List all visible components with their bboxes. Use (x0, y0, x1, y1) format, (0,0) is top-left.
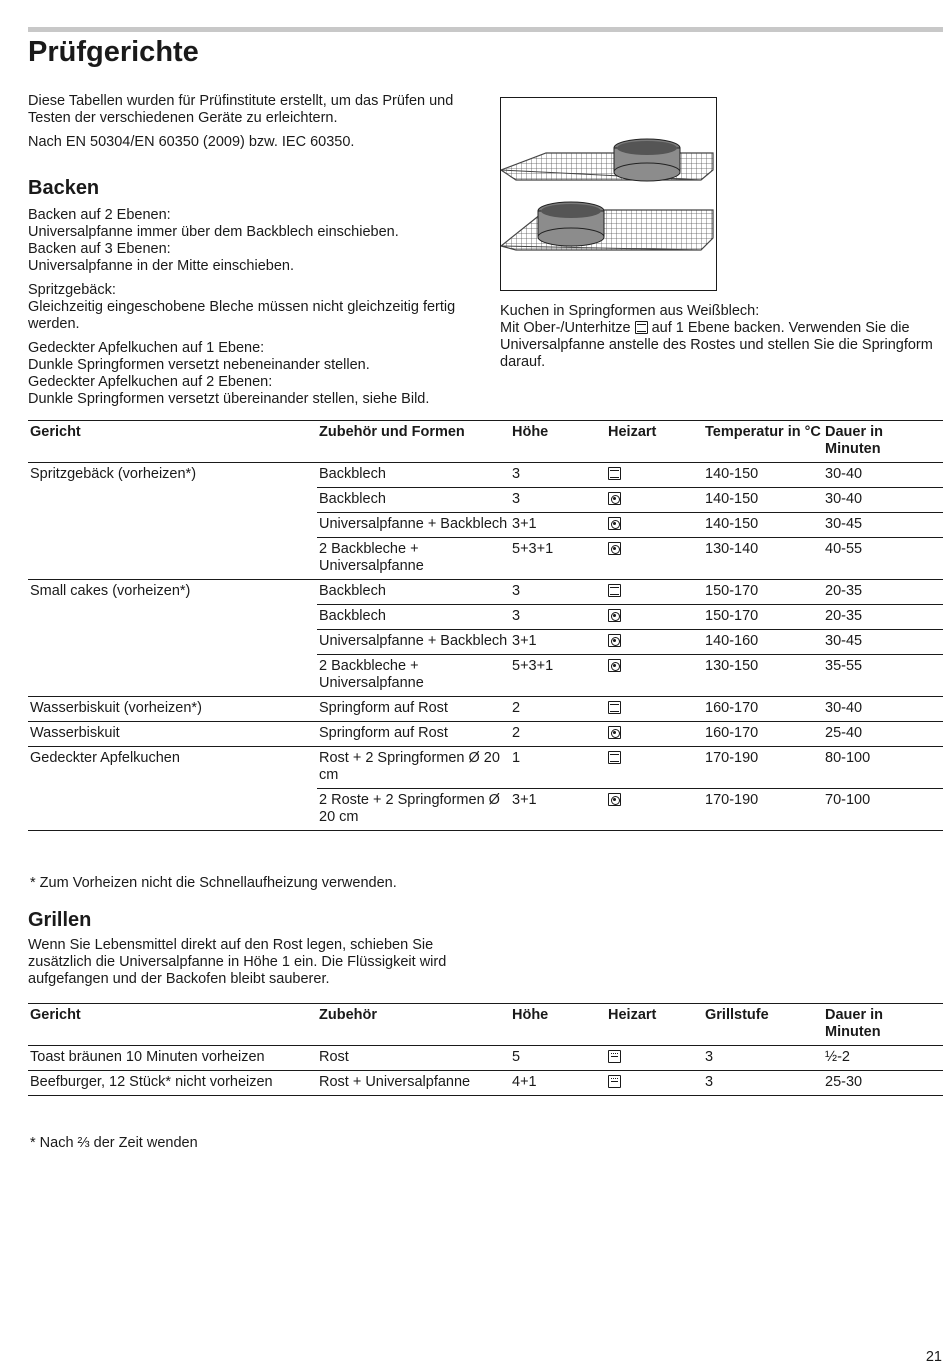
table-row (28, 789, 943, 831)
grill-icon (608, 1075, 621, 1088)
page-title: Prüfgerichte (28, 36, 199, 68)
top-bottom-heat-icon (608, 584, 621, 597)
hot-air-icon (608, 793, 621, 806)
level-cell: 5 (510, 1046, 606, 1071)
time-cell: ½-2 (823, 1046, 943, 1071)
section-heading-grillen: Grillen (28, 909, 92, 931)
acc-cell: Universalpfanne + Backblech (317, 630, 510, 655)
dish-cell: Beefburger, 12 Stück* nicht vorheizen (28, 1071, 317, 1096)
temp-cell: 160-170 (703, 697, 823, 722)
table-row (28, 513, 943, 538)
col-header-hoehe: Höhe (510, 421, 606, 463)
heizart-cell (606, 580, 703, 605)
dish-cell (28, 538, 317, 580)
col-header-heizart: Heizart (606, 421, 703, 463)
table-row (28, 538, 943, 580)
heizart-cell (606, 463, 703, 488)
level-cell: 3 (510, 580, 606, 605)
backen-paragraph-1: Backen auf 2 Ebenen: Universalpfanne immer über dem Backblech einschieben. Backen auf 3 Ebenen: Universalpfanne in der Mitte einschieben. (28, 207, 399, 274)
level-cell: 3+1 (510, 789, 606, 831)
level-cell: 5+3+1 (510, 655, 606, 697)
dish-cell: Toast bräunen 10 Minuten vorheizen (28, 1046, 317, 1071)
dish-cell (28, 789, 317, 831)
time-cell: 20-35 (823, 605, 943, 630)
temp-cell: 140-150 (703, 488, 823, 513)
time-cell: 80-100 (823, 747, 943, 789)
hot-air-icon (608, 517, 621, 530)
heizart-cell (606, 789, 703, 831)
dish-cell: Gedeckter Apfelkuchen (28, 747, 317, 789)
grillen-footnote: * Nach ⅔ der Zeit wenden (30, 1135, 198, 1151)
time-cell: 25-30 (823, 1071, 943, 1096)
temp-cell: 170-190 (703, 747, 823, 789)
backen-paragraph-2: Spritzgebäck: Gleichzeitig eingeschobene Bleche müssen nicht gleichzeitig fertig werden. (28, 282, 456, 332)
heizart-cell (606, 1071, 703, 1096)
springform-illustration (500, 97, 717, 291)
hot-air-icon (608, 726, 621, 739)
level-cell: 2 (510, 697, 606, 722)
hot-air-icon (608, 659, 621, 672)
table-row (28, 488, 943, 513)
dish-cell: Small cakes (vorheizen*) (28, 580, 317, 605)
col-header-temperatur: Temperatur in °C (703, 421, 823, 463)
level-cell: 3+1 (510, 630, 606, 655)
page-number: 21 (925, 1349, 942, 1365)
backen-paragraph-3: Gedeckter Apfelkuchen auf 1 Ebene: Dunkle Springformen versetzt nebeneinander stellen. Gedeckter Apfelkuchen auf 2 Ebenen: Dunkle Springformen versetzt übereinander stellen, siehe Bild. (28, 340, 430, 407)
grill-icon (608, 1050, 621, 1063)
temp-cell: 150-170 (703, 605, 823, 630)
col-header-hoehe: Höhe (510, 1004, 606, 1046)
acc-cell: Rost (317, 1046, 510, 1071)
table-row (28, 605, 943, 630)
col-header-gericht: Gericht (28, 421, 317, 463)
acc-cell: Universalpfanne + Backblech (317, 513, 510, 538)
level-cell: 2 (510, 722, 606, 747)
acc-cell: Springform auf Rost (317, 697, 510, 722)
hot-air-icon (608, 634, 621, 647)
hot-air-icon (608, 609, 621, 622)
time-cell: 25-40 (823, 722, 943, 747)
heizart-cell (606, 1046, 703, 1071)
time-cell: 35-55 (823, 655, 943, 697)
backen-table (28, 420, 943, 831)
temp-cell: 140-150 (703, 463, 823, 488)
dish-cell (28, 488, 317, 513)
dish-cell: Wasserbiskuit (28, 722, 317, 747)
dish-cell (28, 513, 317, 538)
table-row (28, 580, 943, 605)
level-cell: 4+1 (510, 1071, 606, 1096)
table-row (28, 747, 943, 789)
dish-cell (28, 605, 317, 630)
intro-text-1: Diese Tabellen wurden für Prüfinstitute erstellt, um das Prüfen und Testen der verschiedenen Geräte zu erleichtern. (28, 93, 454, 126)
temp-cell: 140-150 (703, 513, 823, 538)
time-cell: 30-40 (823, 463, 943, 488)
top-bottom-heat-icon (608, 467, 621, 480)
acc-cell: Backblech (317, 580, 510, 605)
col-header-zubehoer: Zubehör (317, 1004, 510, 1046)
top-bottom-heat-icon (608, 701, 621, 714)
heizart-cell (606, 605, 703, 630)
col-header-dauer: Dauer in Minuten (823, 421, 943, 463)
acc-cell: Springform auf Rost (317, 722, 510, 747)
backen-footnote: * Zum Vorheizen nicht die Schnellaufheizung verwenden. (30, 875, 397, 891)
temp-cell: 170-190 (703, 789, 823, 831)
stage-cell: 3 (703, 1046, 823, 1071)
heizart-cell (606, 722, 703, 747)
time-cell: 30-40 (823, 697, 943, 722)
heizart-cell (606, 630, 703, 655)
hot-air-icon (608, 542, 621, 555)
time-cell: 30-45 (823, 513, 943, 538)
stage-cell: 3 (703, 1071, 823, 1096)
table-row (28, 463, 943, 488)
time-cell: 20-35 (823, 580, 943, 605)
table-row (28, 630, 943, 655)
time-cell: 30-45 (823, 630, 943, 655)
level-cell: 5+3+1 (510, 538, 606, 580)
temp-cell: 130-140 (703, 538, 823, 580)
table-row (28, 1046, 943, 1071)
top-bottom-heat-icon (635, 321, 648, 334)
temp-cell: 130-150 (703, 655, 823, 697)
col-header-dauer: Dauer in Minuten (823, 1004, 943, 1046)
level-cell: 3 (510, 605, 606, 630)
table-row (28, 1071, 943, 1096)
heizart-cell (606, 538, 703, 580)
heizart-cell (606, 513, 703, 538)
heizart-cell (606, 697, 703, 722)
col-header-zubehoer: Zubehör und Formen (317, 421, 510, 463)
acc-cell: 2 Backbleche + Universalpfanne (317, 655, 510, 697)
temp-cell: 140-160 (703, 630, 823, 655)
acc-cell: Backblech (317, 488, 510, 513)
col-header-heizart: Heizart (606, 1004, 703, 1046)
grillen-text: Wenn Sie Lebensmittel direkt auf den Rost legen, schieben Sie zusätzlich die Universalpfanne in Höhe 1 ein. Die Flüssigkeit wird aufgefangen und der Backofen bleibt sauberer. (28, 937, 447, 987)
level-cell: 3 (510, 488, 606, 513)
level-cell: 1 (510, 747, 606, 789)
acc-cell: Rost + Universalpfanne (317, 1071, 510, 1096)
time-cell: 30-40 (823, 488, 943, 513)
time-cell: 40-55 (823, 538, 943, 580)
dish-cell (28, 630, 317, 655)
acc-cell: Rost + 2 Springformen Ø 20 cm (317, 747, 510, 789)
section-heading-backen: Backen (28, 177, 100, 199)
temp-cell: 150-170 (703, 580, 823, 605)
dish-cell: Wasserbiskuit (vorheizen*) (28, 697, 317, 722)
header-rule (28, 27, 943, 32)
acc-cell: Backblech (317, 605, 510, 630)
heizart-cell (606, 655, 703, 697)
intro-text-2: Nach EN 50304/EN 60350 (2009) bzw. IEC 60350. (28, 134, 355, 150)
acc-cell: Backblech (317, 463, 510, 488)
acc-cell: 2 Backbleche + Universalpfanne (317, 538, 510, 580)
table-row (28, 697, 943, 722)
table-row (28, 655, 943, 697)
level-cell: 3+1 (510, 513, 606, 538)
col-header-gericht: Gericht (28, 1004, 317, 1046)
grillen-table (28, 1003, 943, 1096)
table-row (28, 722, 943, 747)
col-header-grillstufe: Grillstufe (703, 1004, 823, 1046)
figure-caption: Kuchen in Springformen aus Weißblech: Mit Ober-/Unterhitze auf 1 Ebene backen. Verwenden Sie die Universalpfanne anstelle des Rostes und stellen Sie die Springform darauf. (500, 303, 933, 370)
level-cell: 3 (510, 463, 606, 488)
dish-cell: Spritzgebäck (vorheizen*) (28, 463, 317, 488)
heizart-cell (606, 488, 703, 513)
heizart-cell (606, 747, 703, 789)
dish-cell (28, 655, 317, 697)
hot-air-icon (608, 492, 621, 505)
time-cell: 70-100 (823, 789, 943, 831)
acc-cell: 2 Roste + 2 Springformen Ø 20 cm (317, 789, 510, 831)
top-bottom-heat-icon (608, 751, 621, 764)
temp-cell: 160-170 (703, 722, 823, 747)
